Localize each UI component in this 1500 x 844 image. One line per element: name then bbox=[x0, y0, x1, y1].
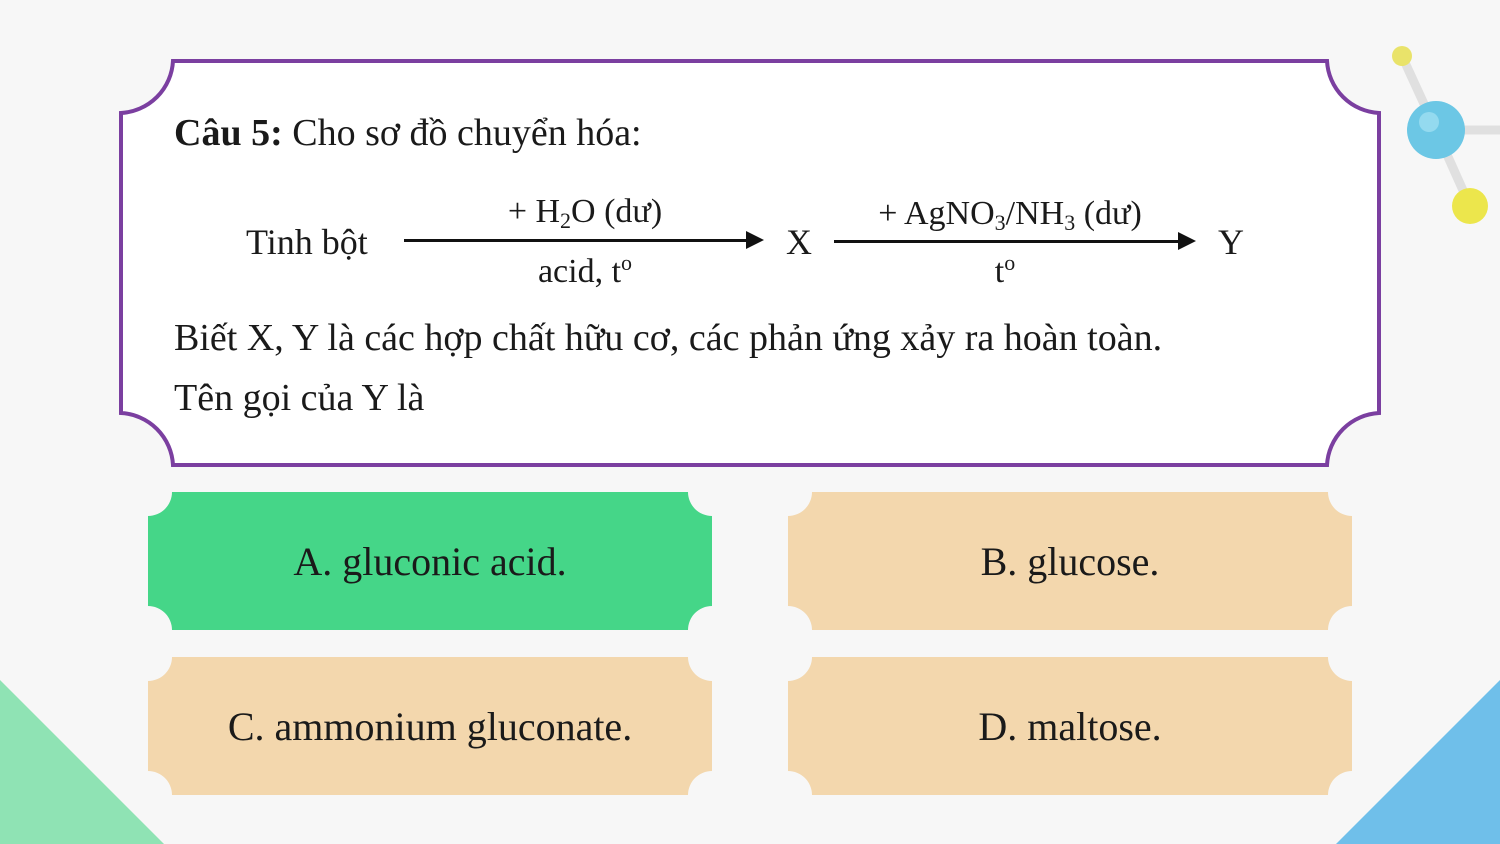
question-body-line2: Tên gọi của Y là bbox=[174, 377, 425, 419]
decor-corner-left bbox=[0, 680, 164, 844]
reaction1-condition: acid, $t^o$ bbox=[537, 250, 633, 290]
question-prompt: Cho sơ đồ chuyển hóa: bbox=[282, 112, 642, 154]
question-body-line1: Biết X, Y là các hợp chất hữu cơ, các phản ứng xảy ra hoàn toàn. bbox=[174, 317, 1163, 359]
reaction2-arrow bbox=[834, 240, 1192, 243]
reaction1-arrow bbox=[404, 239, 760, 242]
option-c[interactable] bbox=[148, 657, 712, 795]
scheme-middle: X bbox=[786, 222, 812, 262]
scheme-end: Y bbox=[1218, 222, 1244, 262]
molecule-icon bbox=[1380, 30, 1500, 240]
scheme-start: Tinh bột bbox=[246, 222, 368, 262]
option-a[interactable] bbox=[148, 492, 712, 630]
reaction2-reagent: + $AgNO_3/NH_3$ (dư) bbox=[878, 195, 1142, 235]
option-a-label: A. gluconic acid. bbox=[293, 538, 567, 584]
option-c-label: C. ammonium gluconate. bbox=[227, 703, 633, 749]
option-d-label: D. maltose. bbox=[978, 703, 1162, 749]
decor-corner-right bbox=[1336, 680, 1500, 844]
option-b-label: B. glucose. bbox=[980, 538, 1160, 584]
question-body bbox=[174, 308, 1326, 428]
option-b[interactable] bbox=[788, 492, 1352, 630]
question-number: Câu 5: bbox=[174, 112, 283, 154]
option-d[interactable] bbox=[788, 657, 1352, 795]
reaction2-condition: $t^o$ bbox=[994, 250, 1016, 290]
question-title bbox=[174, 110, 642, 156]
reaction1-reagent: + $H_2O$ (dư) bbox=[507, 193, 663, 233]
